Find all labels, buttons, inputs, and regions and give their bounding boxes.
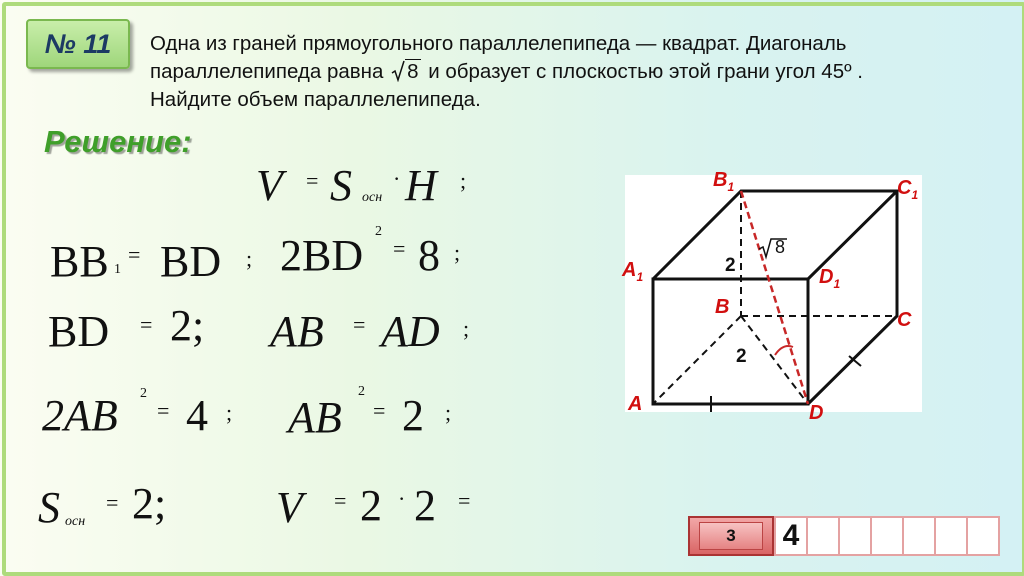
solution-title: Решение:	[44, 124, 192, 159]
vertex-D1: $D_1$	[819, 266, 841, 291]
vertex-A: A	[628, 393, 643, 415]
eq4-rhs: 4	[186, 391, 208, 440]
eq3b-rhs: AD	[381, 307, 440, 356]
eq5b-V: V	[276, 483, 303, 532]
eq2-lhs: BB	[50, 237, 109, 286]
problem-text-3: Найдите объем параллелепипеда.	[150, 88, 481, 111]
problem-text-2: и образует с плоскостью этой грани угол 45º .	[428, 60, 863, 83]
eq5b-b: 2	[414, 481, 436, 530]
eq4b-sup: 2	[358, 384, 365, 399]
vertex-D: D	[809, 402, 824, 424]
diag-length-label: 8	[775, 237, 786, 257]
vertex-C: C	[897, 309, 912, 331]
vertex-B: B	[715, 296, 730, 318]
answer-bar	[688, 516, 1004, 556]
eq2-rhs: BD	[160, 237, 222, 286]
vertex-A1: $A_1$	[622, 259, 644, 284]
eq4b-rhs: 2	[402, 391, 424, 440]
eq4-sup: 2	[140, 386, 147, 401]
eq2-eq: =	[128, 242, 141, 267]
answer-cell	[966, 516, 1000, 556]
answer-cell	[806, 516, 840, 556]
eq3b-lhs: AB	[270, 307, 324, 356]
formula-V: V	[256, 161, 283, 210]
formula-S-sub: осн	[362, 190, 383, 205]
answer-cell	[934, 516, 968, 556]
eq5-S-sub: осн	[65, 514, 86, 529]
answer-cell	[870, 516, 904, 556]
eq5b-eq: =	[334, 488, 347, 513]
answer-cell: 4	[774, 516, 808, 556]
sqrt-value: 8	[407, 60, 419, 83]
eq4b-eq: =	[373, 398, 386, 423]
eq3-rhs: 2;	[170, 301, 205, 350]
formula-semicolon: ;	[460, 168, 467, 193]
sqrt-expression	[391, 58, 420, 86]
problem-statement	[150, 30, 1010, 114]
answer-cell	[902, 516, 936, 556]
eq2b-lhs: 2BD	[280, 231, 364, 280]
eq4-lhs: 2AB	[42, 391, 118, 440]
eq5-eq: =	[106, 490, 119, 515]
eq5-S: S	[38, 483, 60, 532]
formula-eq: =	[306, 168, 319, 193]
eq3b-semicolon: ;	[463, 316, 470, 341]
formula-H: H	[405, 161, 437, 210]
eq2b-sup: 2	[375, 224, 382, 239]
edge-bb1-label: 2	[725, 255, 736, 276]
bd-length-label: 2	[736, 346, 747, 367]
formula-S: S	[330, 161, 352, 210]
formula-dot: ·	[393, 166, 401, 191]
answer-cell	[838, 516, 872, 556]
eq2b-semicolon: ;	[454, 240, 461, 265]
answer-button[interactable]	[688, 516, 774, 556]
parallelepiped-drawing	[625, 175, 922, 412]
problem-text-1: Одна из граней прямоугольного параллелепипеда — квадрат. Диагональ параллелепипеда равна	[150, 32, 847, 83]
eq4b-semicolon: ;	[445, 400, 452, 425]
eq5-rhs: 2;	[132, 479, 167, 528]
vertex-B1: $B_1$	[713, 169, 735, 194]
eq5b-dot: ·	[398, 486, 406, 511]
eq4-semicolon: ;	[226, 400, 233, 425]
parallelepiped-figure	[625, 175, 922, 412]
answer-button-label: 3	[699, 522, 763, 550]
eq4-eq: =	[157, 398, 170, 423]
eq5b-a: 2	[360, 481, 382, 530]
eq4b-lhs: AB	[288, 393, 342, 442]
eq2b-eq: =	[393, 236, 406, 261]
eq3-eq: =	[140, 312, 153, 337]
eq3-lhs: BD	[48, 307, 110, 356]
eq5b-eq-end: =	[458, 488, 471, 513]
problem-number-badge: № 11	[26, 19, 130, 69]
eq3b-eq: =	[353, 312, 366, 337]
vertex-C1: $C_1$	[897, 177, 919, 202]
radical-icon	[391, 60, 405, 82]
eq2-lhs-sub: 1	[114, 262, 121, 277]
eq2b-rhs: 8	[418, 231, 440, 280]
eq2-semicolon: ;	[246, 246, 253, 271]
